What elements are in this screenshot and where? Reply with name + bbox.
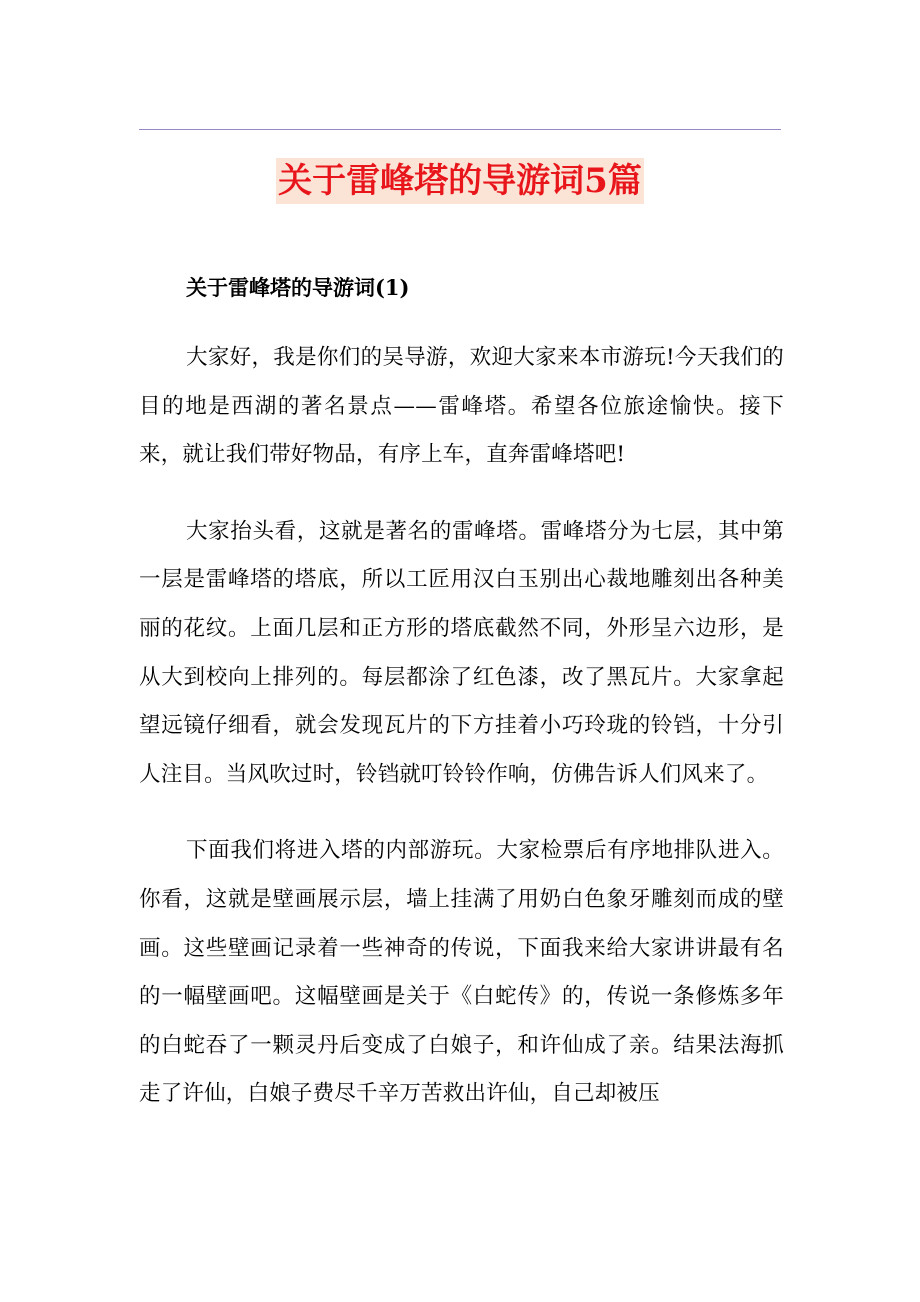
- document-body: [139, 270, 784, 1147]
- title-container: [0, 158, 920, 204]
- header-divider: [139, 129, 781, 130]
- document-title: 关于雷峰塔的导游词5篇: [276, 158, 644, 204]
- paragraph-1: 大家好，我是你们的吴导游，欢迎大家来本市游玩!今天我们的目的地是西湖的著名景点——雷峰塔。希望各位旅途愉快。接下来，就让我们带好物品，有序上车，直奔雷峰塔吧!: [139, 345, 784, 468]
- paragraph-3: 下面我们将进入塔的内部游玩。大家检票后有序地排队进入。你看，这就是壁画展示层，墙上挂满了用奶白色象牙雕刻而成的壁画。这些壁画记录着一些神奇的传说，下面我来给大家讲讲最有名的一幅壁画吧。这幅壁画是关于《白蛇传》的，传说一条修炼多年的白蛇吞了一颗灵丹后变成了白娘子，和许仙成了亲。结果法海抓走了许仙，白娘子费尽千辛万苦救出许仙，自己却被压: [139, 838, 784, 1107]
- paragraph-2: 大家抬头看，这就是著名的雷峰塔。雷峰塔分为七层，其中第一层是雷峰塔的塔底，所以工匠用汉白玉别出心裁地雕刻出各种美丽的花纹。上面几层和正方形的塔底截然不同，外形呈六边形，是从大到校向上排列的。每层都涂了红色漆，改了黑瓦片。大家拿起望远镜仔细看，就会发现瓦片的下方挂着小巧玲珑的铃铛，十分引人注目。当风吹过时，铃铛就叮铃铃作响，仿佛告诉人们风来了。: [139, 518, 784, 787]
- section-heading: 关于雷峰塔的导游词(1): [186, 275, 410, 300]
